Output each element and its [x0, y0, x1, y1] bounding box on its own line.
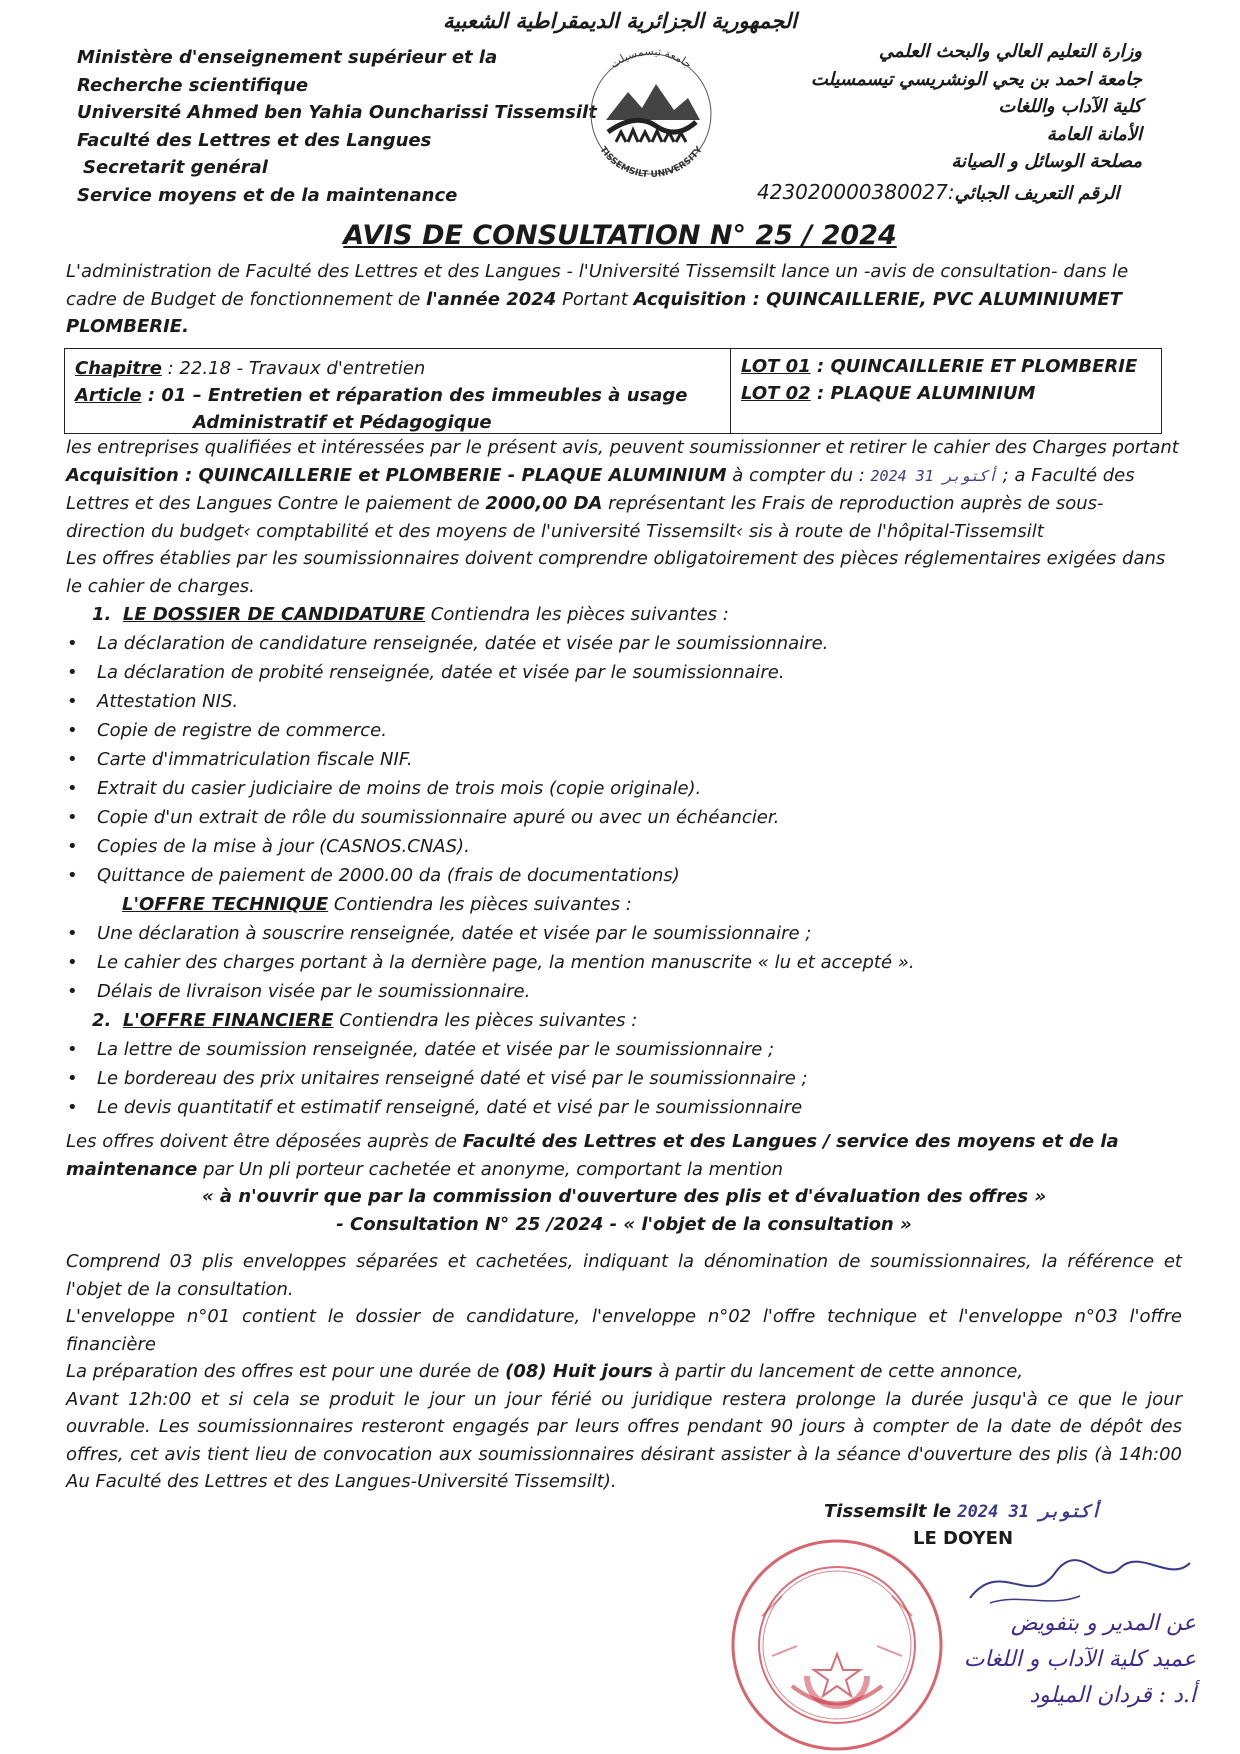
lot-1-label: LOT 01: [741, 356, 811, 377]
fiscal-id-label: الرقم التعريف الجبائي: [954, 183, 1120, 204]
signature-place: Tissemsilt le: [824, 1501, 958, 1522]
chapitre-row: [75, 355, 720, 382]
envelope-block: [66, 1248, 1182, 1496]
para3-place: Faculté des Lettres et des Langues / service des moyens et de la maintenance: [66, 1131, 1119, 1180]
para3-c: par Un pli porteur cachetée et anonyme, comportant la mention: [197, 1158, 784, 1180]
section-tech-heading: [66, 890, 1182, 919]
para2-g: Les offres établies par les soumissionnaires doivent comprendre obligatoirement des pièces réglementaires exigées dans le cahier de charges.: [66, 548, 1166, 597]
para2-acquisition: Acquisition : QUINCAILLERIE et PLOMBERIE - PLAQUE ALUMINIUM: [66, 464, 727, 486]
para4-duration: (08) Huit jours: [505, 1361, 653, 1382]
sig-line-1: عن المدير و بتفويض: [1010, 1611, 1196, 1636]
submission-block: [66, 1128, 1182, 1238]
main-body: [66, 434, 1182, 1122]
para2-fee: 2000,00 DA: [485, 493, 603, 514]
dean-title: LE DOYEN: [913, 1528, 1014, 1549]
list-item: • Attestation NIS.: [66, 687, 1182, 716]
signature-place-date: [824, 1501, 1101, 1522]
list-item: • La lettre de soumission renseignée, datée et visée par le soumissionnaire ;: [66, 1035, 1182, 1064]
budget-column: [65, 349, 731, 433]
section-1-list: [66, 629, 1182, 890]
lot-2-row: [741, 380, 1151, 407]
para2-c: à compter du :: [726, 464, 871, 486]
conditions-paragraph: [66, 434, 1182, 545]
list-item: • Copie de registre de commerce.: [66, 716, 1182, 745]
list-item: • Une déclaration à souscrire renseignée, datée et visée par le soumissionnaire ;: [66, 919, 1182, 948]
service-line-ar: مصلحة الوسائل و الصيانة: [951, 151, 1142, 172]
logo-text-top: جامعة تيسمسيلت: [607, 44, 695, 72]
article-value: : 01 – Entretien et réparation des immeubles à usage: [141, 385, 688, 406]
mention-line-1: « à n'ouvrir que par la commission d'ouverture des plis et d'évaluation des offres »: [201, 1186, 1047, 1207]
faculty-line: Faculté des Lettres et des Langues: [77, 129, 432, 151]
list-item: • Délais de livraison visée par le soumissionnaire.: [66, 977, 1182, 1006]
intro-text-3: Portant: [556, 288, 634, 310]
para4-c: [66, 1358, 1182, 1386]
para2-f: représentant les Frais de reproduction auprès de sous-direction du budget‹ comptabilité et des moyens de l'université Tissemsilt‹ sis à route de l'hôpital-Tissemsilt: [66, 493, 1104, 542]
para4-a: Comprend 03 plis enveloppes séparées et cachetées, indiquant la dénomination de soumissionnaires, la référence et l'objet de la consultation.: [66, 1251, 1182, 1300]
budget-info-box: [64, 348, 1162, 434]
section-1-number: 1.: [92, 604, 112, 625]
list-item: • Carte d'immatriculation fiscale NIF.: [66, 745, 1182, 774]
university-line: Université Ahmed ben Yahia Ouncharissi Tissemsilt: [77, 102, 597, 123]
list-item: • Le bordereau des prix unitaires renseigné daté et visé par le soumissionnaire ;: [66, 1064, 1182, 1093]
lot-2-label: LOT 02: [741, 383, 811, 404]
article-value-2: Administratif et Pédagogique: [193, 412, 492, 433]
faculty-line-ar: كلية الآداب واللغات: [998, 96, 1142, 117]
lot-2-value: : PLAQUE ALUMINIUM: [810, 383, 1036, 404]
list-item: • Quittance de paiement de 2000.00 da (frais de documentations): [66, 861, 1182, 890]
list-item: • Le devis quantitatif et estimatif renseigné, daté et visé par le soumissionnaire: [66, 1093, 1182, 1122]
article-row: [75, 382, 720, 409]
handwritten-start-date: 2024 أكتوبر 31: [870, 466, 997, 485]
arabic-state-title: الجمهورية الجزائرية الديمقراطية الشعبية: [442, 8, 797, 33]
section-tech-rest: Contiendra les pièces suivantes :: [328, 894, 632, 915]
fiscal-id: [757, 180, 1157, 204]
document-title: AVIS DE CONSULTATION N° 25 / 2024: [343, 220, 897, 251]
lot-1-row: [741, 353, 1151, 380]
submission-paragraph: [66, 1128, 1182, 1183]
para4-c1: La préparation des offres est pour une durée de: [66, 1361, 506, 1382]
section-1-heading: [66, 600, 1182, 629]
para3-a: Les offres doivent être déposées auprès de: [66, 1131, 463, 1152]
intro-text-1: L'administration de Faculté des Lettres et des Langues - l'Université Tissemsilt lance un -avis de consultation- dans le cadre de Budget de fonctionnement de: [66, 261, 1129, 310]
university-logo: [576, 42, 726, 182]
header-left-block: [77, 44, 597, 209]
ministry-line: Ministère d'enseignement supérieur et la: [77, 47, 498, 68]
lot-1-value: : QUINCAILLERIE ET PLOMBERIE: [810, 356, 1138, 377]
section-2-number: 2.: [92, 1010, 112, 1031]
sig-line-3: أ.د : قردان الميلود: [1029, 1683, 1196, 1708]
lots-column: [731, 349, 1161, 433]
handwritten-sign-date: 2024 أكتوبر 31: [957, 1502, 1101, 1522]
chapitre-value: : 22.18 - Travaux d'entretien: [161, 358, 426, 379]
para4-b: L'enveloppe n°01 contient le dossier de candidature, l'enveloppe n°02 l'offre technique et l'enveloppe n°03 l'offre financière: [66, 1306, 1182, 1355]
list-item: • Copies de la mise à jour (CASNOS.CNAS).: [66, 832, 1182, 861]
para4-d: Avant 12h:00 et si cela se produit le jour un jour férié ou juridique restera prolonge la durée jusqu'à ce que le jour ouvrable. Les soumissionnaires resteront engagés par leurs offres pendant 90 jours à compter de la date de dépôt des offres, cet avis tient lieu de convocation aux soumissionnaires désirant assister à la séance d'ouverture des plis (à 14h:00 Au Faculté des Lettres et des Langues-Université Tissemsilt).: [66, 1388, 1182, 1492]
section-2-rest: Contiendra les pièces suivantes :: [333, 1010, 638, 1031]
intro-paragraph: [66, 258, 1181, 341]
ministry-line-ar: وزارة التعليم العالي والبحث العلمي: [878, 41, 1142, 62]
svg-text:TISSEMSILT UNIVERSITY: [597, 145, 705, 180]
section-2-list: [66, 1035, 1182, 1122]
logo-text-bottom: TISSEMSILT UNIVERSITY: [597, 145, 705, 181]
svg-text:جامعة تيسمسيلت: [608, 45, 694, 71]
para4-c3: à partir du lancement de cette annonce,: [652, 1361, 1024, 1382]
section-2-title: L'OFFRE FINANCIERE: [122, 1010, 334, 1031]
article-label: Article: [75, 385, 142, 406]
mention-line-2: - Consultation N° 25 /2024 - « l'objet de la consultation »: [336, 1213, 912, 1235]
section-2-heading: [66, 1006, 1182, 1035]
sig-line-2: عميد كلية الآداب و اللغات: [963, 1647, 1196, 1672]
chapitre-label: Chapitre: [75, 358, 162, 379]
list-item: • Le cahier des charges portant à la dernière page, la mention manuscrite « lu et accepté ».: [66, 948, 1182, 977]
service-line: Service moyens et de la maintenance: [77, 184, 458, 206]
intro-subject: QUINCAILLERIE, PVC ALUMINIUMET PLOMBERIE.: [66, 288, 1122, 337]
para2-d: ; a Faculté des Lettres et des Langues Contre le paiement de: [66, 464, 1135, 514]
section-tech-list: [66, 919, 1182, 1006]
list-item: • La déclaration de candidature renseignée, datée et visée par le soumissionnaire.: [66, 629, 1182, 658]
intro-acquisition-label: Acquisition :: [633, 288, 760, 310]
section-tech-title: L'OFFRE TECHNIQUE: [122, 894, 329, 915]
ministry-line-2: Recherche scientifique: [77, 74, 309, 96]
list-item: • Extrait du casier judiciaire de moins de trois mois (copie originale).: [66, 774, 1182, 803]
secretariat-line: Secretarit genéral: [83, 157, 268, 178]
fiscal-id-number: 423020000380027:: [757, 180, 955, 204]
section-1-rest: Contiendra les pièces suivantes :: [425, 604, 729, 625]
list-item: • La déclaration de probité renseignée, datée et visée par le soumissionnaire.: [66, 658, 1182, 687]
secretariat-line-ar: الأمانة العامة: [1046, 123, 1142, 145]
para2-a: les entreprises qualifiées et intéressées par le présent avis, peuvent soumissionner et retirer le cahier des Charges portant: [66, 437, 1179, 458]
intro-year: l'année 2024: [426, 288, 557, 310]
list-item: • Copie d'un extrait de rôle du soumissionnaire apuré ou avec un échéancier.: [66, 803, 1182, 832]
header-right-block: [722, 38, 1142, 176]
university-line-ar: جامعة احمد بن يحي الونشريسي تيسمسيلت: [810, 68, 1142, 90]
arabic-signature-block: [866, 1606, 1196, 1714]
section-1-title: LE DOSSIER DE CANDIDATURE: [122, 604, 426, 625]
